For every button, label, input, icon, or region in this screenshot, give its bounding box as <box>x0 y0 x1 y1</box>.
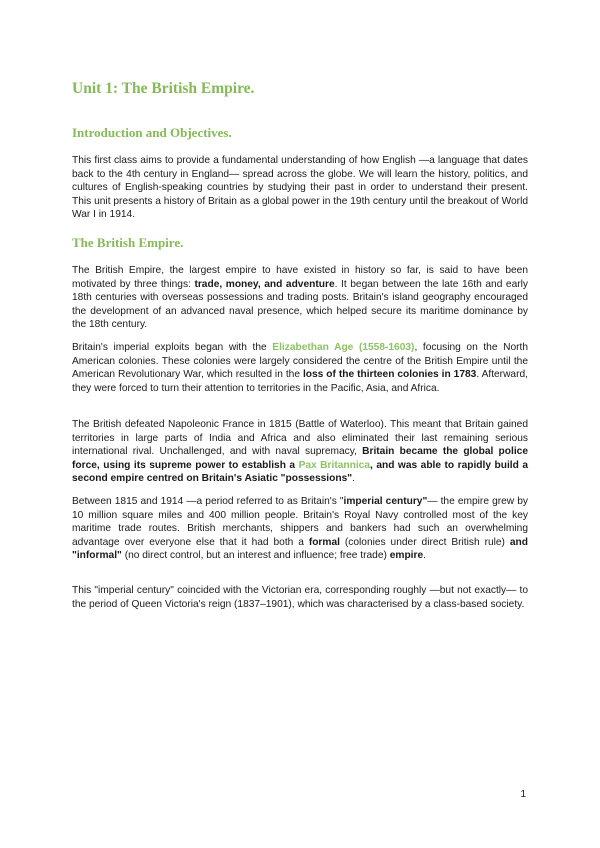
paragraph-4: Between 1815 and 1914 —a period referred to as Britain's "imperial century"— the empire grew by 10 million square miles and 400 million people. Britain's Royal Navy controlled most of the key maritime trade routes. British merchants, shippers and bankers had such an overwhelming advantage over everyone else that it had both a formal (colonies under direct British rule) and "informal" (no direct control, but an interest and influence; free trade) empire. <box>72 496 529 562</box>
section-heading: The British Empire. <box>72 235 184 250</box>
bold-text: empire <box>389 550 424 562</box>
bold-text: formal <box>308 536 340 548</box>
bold-text: trade, money, and adventure <box>194 278 335 290</box>
highlight-elizabethan-age: Elizabethan Age (1558-1603) <box>272 342 415 353</box>
paragraph-2: Britain's imperial exploits began with the Elizabethan Age (1558-1603), focusing on the North American colonies. These colonies were largely considered the centre of the British Empire until the American Revolutionary War, which resulted in the loss of the thirteen colonies in 1783. Afterward, they were forced to turn their attention to territories in the Pacific, Asia, and Africa. <box>72 342 528 394</box>
paragraph-5: This "imperial century" coincided with the Victorian era, corresponding roughly —but not exactly— to the period of Queen Victoria's reign (1837–1901), which was characterised by a class-based society. <box>72 585 528 610</box>
bold-text: imperial century" <box>343 496 428 507</box>
page-number: 1 <box>520 789 526 800</box>
unit-title: Unit 1: The British Empire. <box>72 80 255 97</box>
bold-text: , and was able to rapidly build a second empire centred on Britain's Asiatic "possessions" <box>72 459 528 485</box>
bold-text: Britain became the global police force, using its supreme power to establish a <box>72 446 528 471</box>
paragraph-1: The British Empire, the largest empire to have existed in history so far, is said to have been motivated by three things: trade, money, and adventure. It began between the late 16th and early 18th centuries with overseas possessions and trading posts. Britain's island geography encouraged the development of an advanced naval presence, which helped secure its maritime dominance by the 18th century. <box>72 265 529 331</box>
bold-text: loss of the thirteen colonies in 1783 <box>302 369 477 381</box>
bold-text: and "informal" <box>72 536 528 562</box>
intro-heading: Introduction and Objectives. <box>72 125 232 140</box>
intro-paragraph: This first class aims to provide a fundamental understanding of how English —a language that dates back to the 4th century in England— spread across the globe. We will learn the history, politics, and cultures of English-speaking countries by studying their past in order to understand their present. This unit presents a history of Britain as a global power in the 19th century until the breakout of World War I in 1914. <box>72 155 528 221</box>
highlight-pax-britannica: Pax Britannica <box>298 459 371 471</box>
paragraph-3: The British defeated Napoleonic France in 1815 (Battle of Waterloo). This meant that Britain gained territories in large parts of India and Africa and also eliminated their last remaining serious international rival. Unchallenged, and with naval supremacy, Britain became the global police force, using its supreme power to establish a Pax Britannica, and was able to rapidly build a second empire centred on Britain's Asiatic "possessions". <box>72 419 528 485</box>
